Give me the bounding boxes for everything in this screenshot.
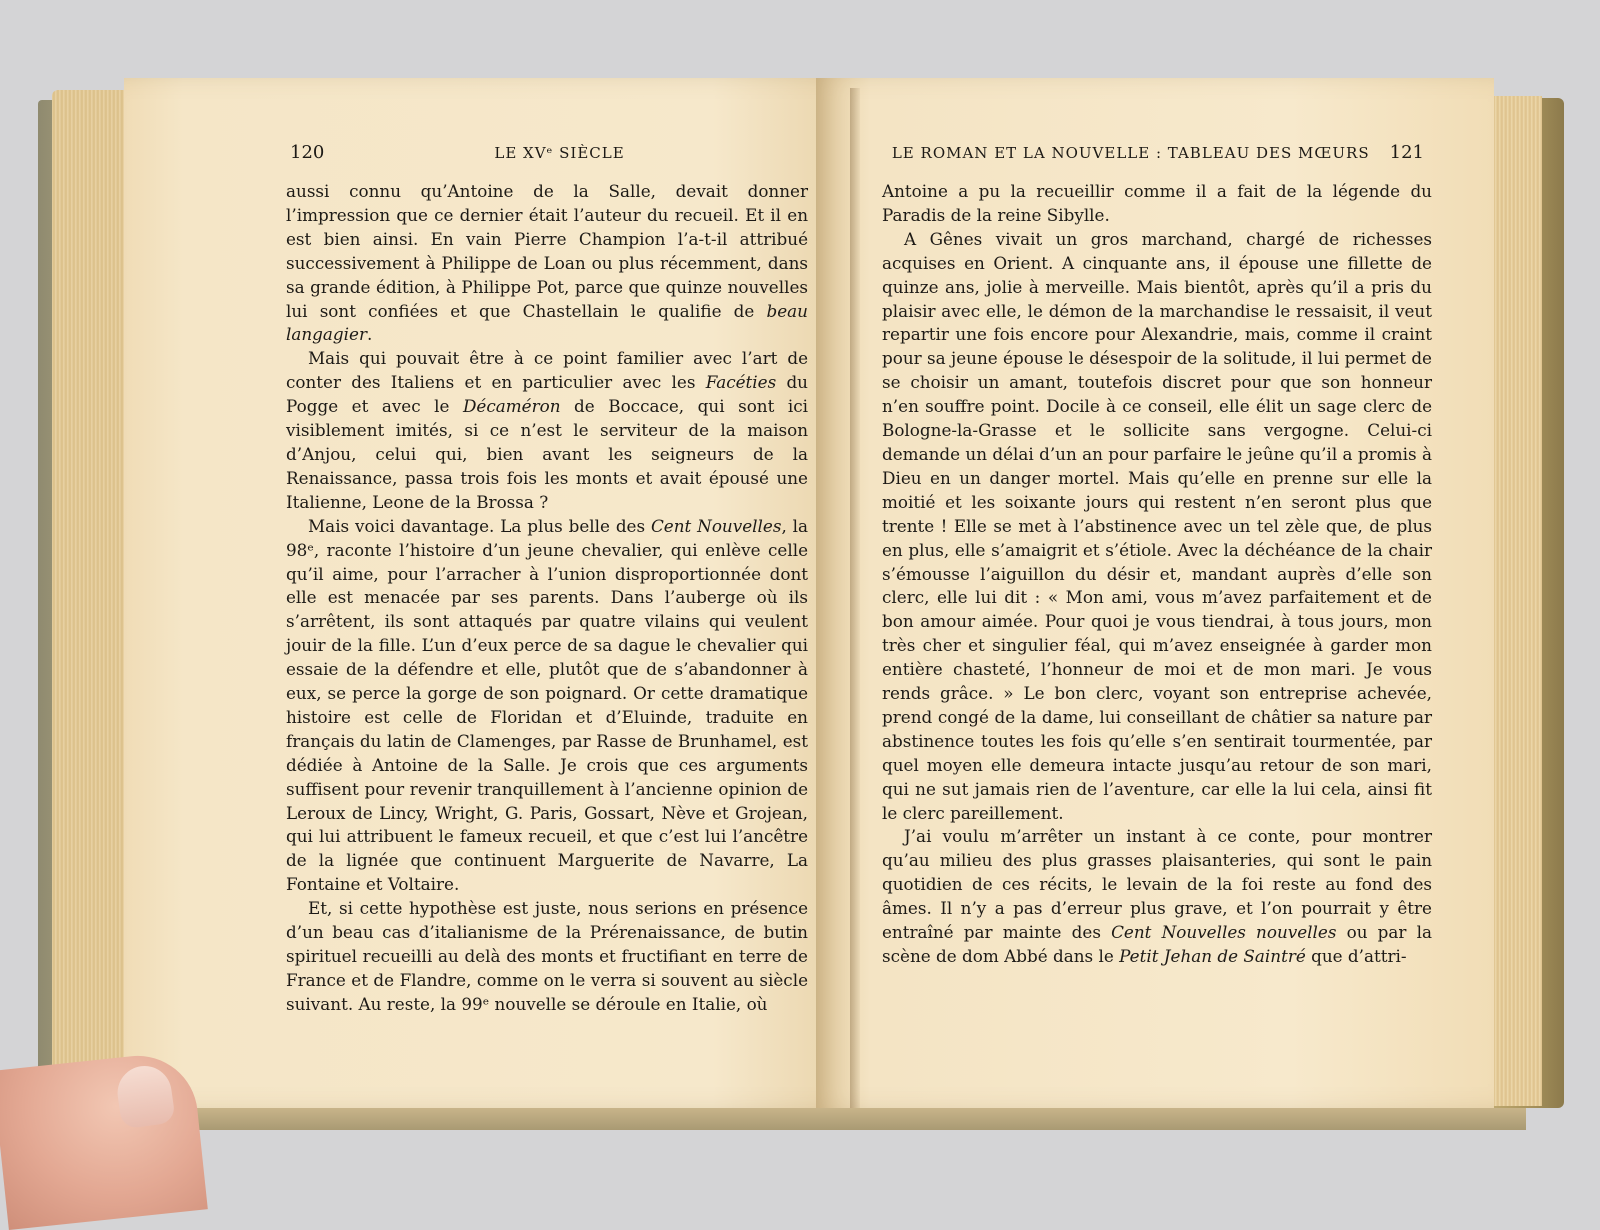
book-gutter [850, 88, 860, 1108]
italic-title: beau langagier [286, 300, 808, 345]
text-run: Mais qui pouvait être à ce point familier avec l’art de conter des Italiens et en particulier avec les [286, 348, 808, 393]
text-run: du Pogge et avec le [286, 372, 808, 417]
text-run: Et, si cette hypothèse est juste, nous serions en présence d’un beau cas d’italianisme de la Prérenaissance, de butin spirituel recueilli au delà des monts et fructifiant en terre de France et de Flandre, comme on le verra si souvent au siècle suivant. Au reste, la 99ᵉ nouvelle se déroule en Italie, où [286, 898, 808, 1014]
text-run: de Boccace, qui sont ici visiblement imités, si ce n’est le serviteur de la maison d’Anjou, celui qui, bien avant les seigneurs de la Renaissance, passa trois fois les monts et avait épousé une Italienne, Leone de la Brossa ? [286, 396, 808, 512]
paragraph [286, 180, 808, 347]
thumb [0, 1050, 208, 1230]
text-run: J’ai voulu m’arrêter un instant à ce conte, pour montrer qu’au milieu des plus grasses plaisanteries, qui sont le pain quotidien de ces récits, le levain de la foi reste au fond des âmes. Il n’y a pas d’erreur plus grave, et l’on pourrait y être entraîné par mainte des [882, 826, 1432, 943]
left-page-body [286, 180, 808, 1017]
text-run: ou par la scène de dom Abbé dans le [882, 922, 1432, 966]
italic-title: Facéties [705, 372, 777, 393]
paragraph [286, 347, 808, 514]
page-number: 120 [290, 142, 325, 163]
text-run: Antoine a pu la recueillir comme il a fait de la légende du Paradis de la reine Sibylle. [882, 181, 1432, 225]
paragraph [286, 897, 808, 1017]
open-book [38, 78, 1564, 1128]
left-page [124, 78, 860, 1108]
page-number: 121 [1389, 142, 1424, 163]
text-run: Mais voici davantage. La plus belle des [308, 515, 651, 536]
right-page-body [882, 180, 1432, 969]
paragraph [882, 228, 1432, 826]
page-edges-bottom [156, 1108, 1526, 1130]
left-page-header [290, 142, 810, 166]
right-page-header [886, 142, 1424, 166]
running-head: LE XVᵉ SIÈCLE [494, 144, 625, 162]
paragraph [286, 515, 808, 898]
italic-title: Décaméron [462, 396, 561, 417]
text-run: . [367, 324, 373, 345]
italic-title: Petit Jehan de Saintré [1119, 946, 1306, 966]
right-page [816, 78, 1494, 1108]
running-head: LE ROMAN ET LA NOUVELLE : TABLEAU DES MŒURS [891, 144, 1370, 162]
italic-title: Cent Nouvelles [650, 515, 782, 536]
text-run: aussi connu qu’Antoine de la Salle, devait donner l’impression que ce dernier était l’auteur du recueil. Et il en est bien ainsi. En vain Pierre Champion l’a-t-il attribué successivement à Philippe de Loan ou plus récemment, dans sa grande édition, à Philippe Pot, parce que quinze nouvelles lui sont confiées et que Chastellain le qualifie de [286, 181, 808, 321]
paragraph [882, 825, 1432, 968]
text-run: , la 98ᵉ, raconte l’histoire d’un jeune chevalier, qui enlève celle qu’il aime, pour l’arracher à l’union disproportionnée dont elle est menacée par ses parents. Dans l’auberge où ils s’arrêtent, ils sont attaqués par quatre vilains qui veulent jouir de la fille. L’un d’eux perce de sa dague le chevalier qui essaie de la défendre et elle, plutôt que de s’abandonner à eux, se perce la gorge de son poignard. Or cette dramatique histoire est celle de Floridan et d’Eluinde, traduite en français du latin de Clamenges, par Rasse de Brunhamel, est dédiée à Antoine de la Salle. Je crois que ces arguments suffisent pour revenir tranquillement à l’ancienne opinion de Leroux de Lincy, Wright, G. Paris, Gossart, Nève et Grojean, qui lui attribuent le fameux recueil, et que c’est lui l’ancêtre de la lignée que continuent Marguerite de Navarre, La Fontaine et Voltaire. [286, 515, 808, 895]
italic-title: Cent Nouvelles nouvelles [1111, 922, 1337, 943]
text-run: A Gênes vivait un gros marchand, chargé de richesses acquises en Orient. A cinquante ans, il épouse une fillette de quinze ans, jolie à merveille. Mais bientôt, après qu’il a pris du plaisir avec elle, le démon de la marchandise le ressaisit, il veut repartir une fois encore pour Alexandrie, mais, comme il craint pour sa jeune épouse le désespoir de la solitude, il lui permet de se choisir un amant, toutefois discret pour que son honneur n’en souffre point. Docile à ce conseil, elle élit un sage clerc de Bologne-la-Grasse et le sollicite sans vergogne. Celui-ci demande un délai d’un an pour parfaire le jeûne qu’il a promis à Dieu en un danger mortel. Mais qu’elle en prenne sur elle la moitié et les soixante jours qui restent n’en seront plus que trente ! Elle se met à l’abstinence avec un tel zèle que, de plus en plus, elle s’amaigrit et s’étiole. Avec la déchéance de la chair s’émousse l’aiguillon du désir et, mandant auprès d’elle son clerc, elle lui dit : « Mon ami, vous m’avez parfaitement et de bon amour aimée. Pour quoi je vous tiendrai, à tous jours, mon très cher et singulier féal, qui m’avez enseignée à garder mon entière chasteté, l’honneur de moi et de mon mari. Je vous rends grâce. » Le bon clerc, voyant son entreprise achevée, prend congé de la dame, lui conseillant de châtier sa nature par abstinence toutes les fois qu’elle s’en sentirait tourmentée, par quel moyen elle demeura intacte jusqu’au retour de son mari, qui ne sut jamais rien de l’aventure, car elle la lui cela, ainsi fit le clerc pareillement. [882, 228, 1432, 823]
text-run: que d’attri- [1305, 946, 1407, 966]
paragraph [882, 180, 1432, 228]
